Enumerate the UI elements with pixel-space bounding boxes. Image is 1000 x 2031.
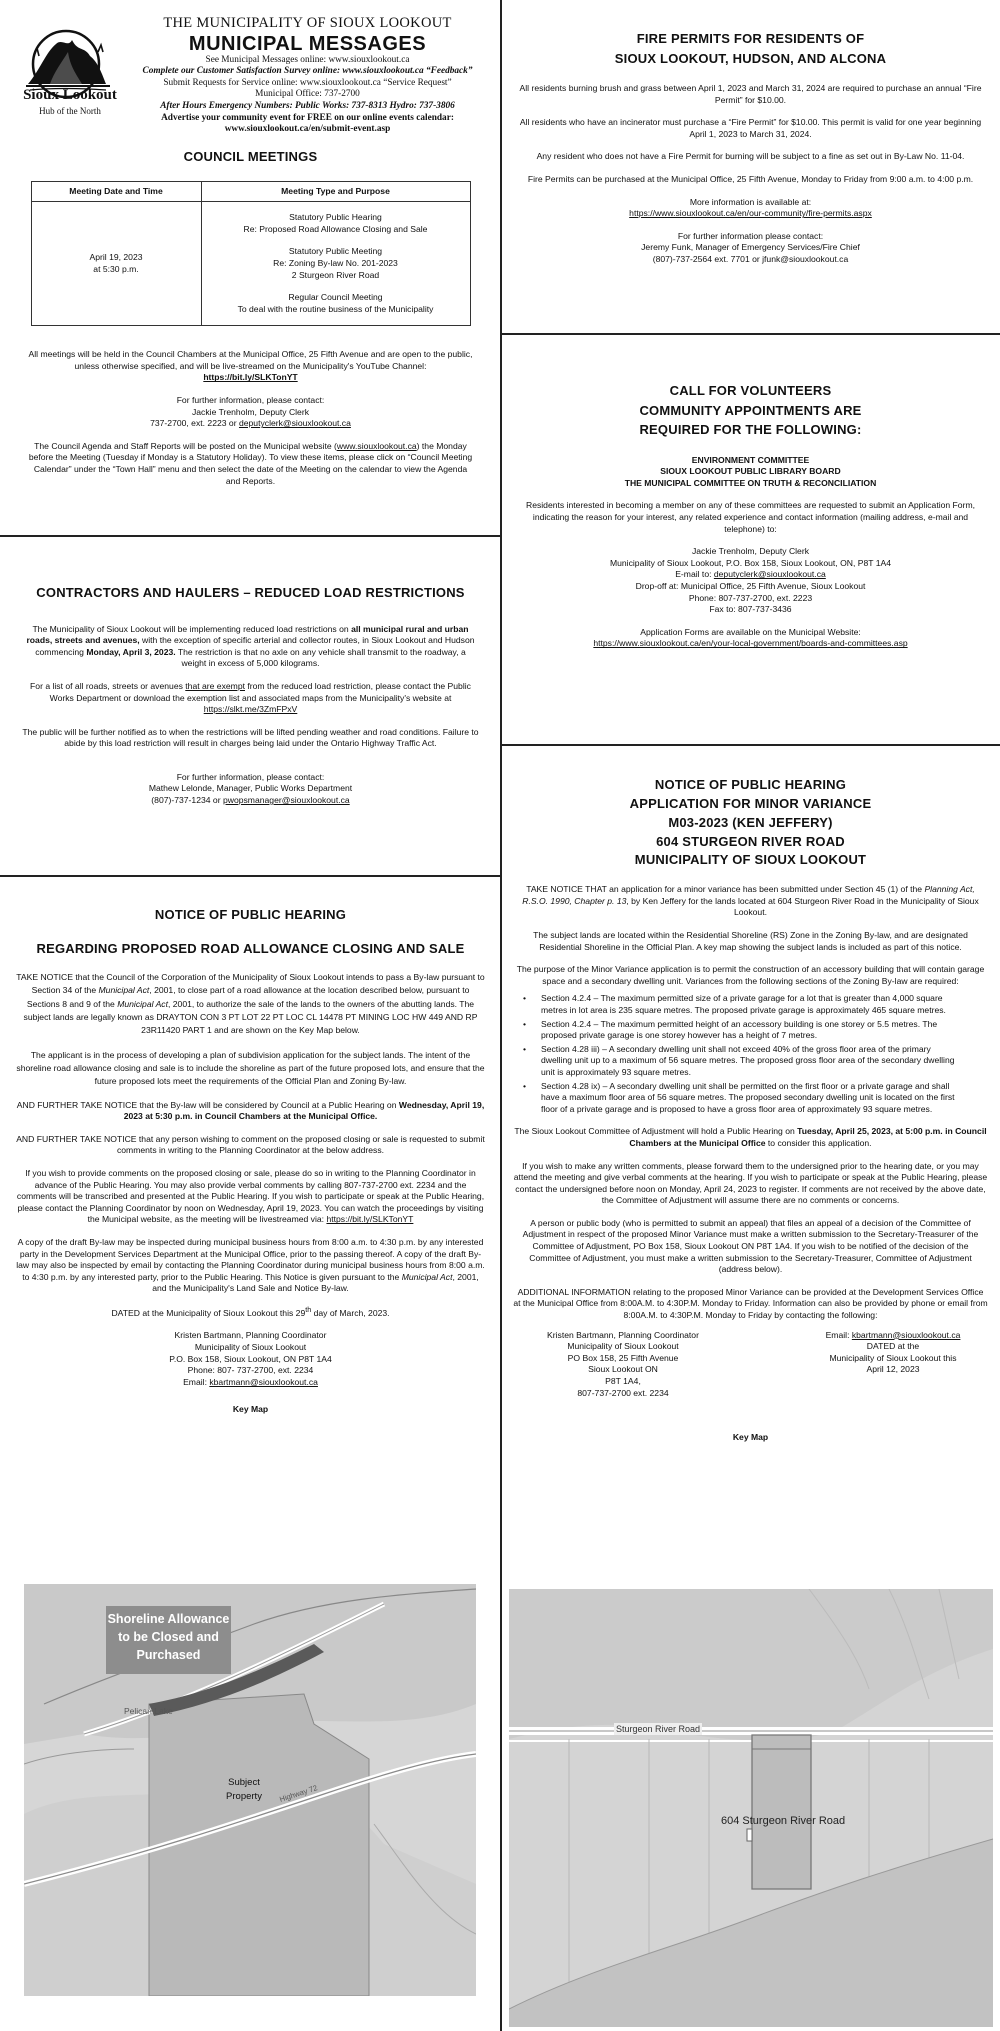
road-p1-b: , 2001, to close part of a road allowance at the location described below, pursuant to Sections 8 and 9 of the	[26, 985, 470, 1009]
list-item: • Section 4.2.4 – The maximum permitted size of a private garage for a lot that is greater than 4,000 square metres in lot area is 235 square metres. The proposed private garage is approximately 465 square metres.	[541, 993, 958, 1016]
road-p1-act-2: Municipal Act	[117, 998, 168, 1009]
road-p2: The applicant is in the process of developing a plan of subdivision application for the subject lands. The intent of the shoreline road allowance closing and sale is to include the shoreline as part of the future proposed lots, and ensure that the future proposed lots meet the requirements of the Official Plan and Zoning By-law.	[16, 1049, 485, 1087]
variance-contact-postal: P8T 1A4,	[605, 1376, 641, 1386]
municipal-website-link[interactable]: www.siouxlookout.ca	[336, 440, 417, 451]
variance-municipality: MUNICIPALITY OF SIOUX LOOKOUT	[634, 852, 867, 868]
variance-p4	[513, 1126, 988, 1149]
variance-p2: The subject lands are located within the Residential Shoreline (RS) Zone in the Zoning By-law, and are designated Residential Shoreline in the Official Plan. A key map showing the subject lands is included as part of this notice.	[533, 930, 968, 952]
committee-environment: ENVIRONMENT COMMITTEE	[691, 454, 810, 465]
volunteers-email-label: E-mail to:	[675, 569, 714, 580]
council-location-body: All meetings will be held in the Council Chambers at the Municipal Office, 25 Fifth Avenue and are open to the public, unless otherwise specified, and will be live-streamed on the Municipality's YouTube Channel:	[28, 349, 473, 371]
volunteers-phone: Phone: 807-737-2700, ext. 2223	[688, 592, 813, 603]
meeting-date-cell	[31, 202, 201, 326]
list-item: • Section 4.2.4 – The maximum permitted height of an accessory building is one storey or 5.5 metres. The proposed private garage is one storey however has a height of 7 metres.	[541, 1019, 958, 1042]
masthead	[0, 0, 501, 133]
road-keymap-title: Key Map	[232, 1404, 269, 1415]
load-p1-e: The restriction is that no axle on any vehicle shall transmit to the roadway, a weight in excess of 5,000 kilograms.	[175, 646, 466, 669]
fire-p3: Any resident who does not have a Fire Permit for burning will be subject to a fine as set out in By-Law No. 11-04.	[536, 151, 965, 162]
variance-contact-left	[523, 1330, 723, 1400]
youtube-link[interactable]: https://bit.ly/SLKTonYT	[203, 372, 298, 383]
masthead-events-link[interactable]: www.siouxlookout.ca/en/submit-event.asp	[224, 124, 391, 135]
fire-permits-section	[501, 30, 1000, 266]
right-column	[501, 0, 1000, 2031]
map-property-label: 604 Sturgeon River Road	[721, 1815, 846, 1827]
road-p6-b: , 2001, and the Municipality's Land Sale and Notice By-law.	[152, 1271, 479, 1294]
meetings-table	[31, 181, 471, 327]
volunteers-dropoff: Drop-off at: Municipal Office, 25 Fifth Avenue, Sioux Lookout	[635, 580, 866, 591]
road-p1-act: Municipal Act	[98, 985, 150, 996]
map-road-label: Sturgeon River Road	[616, 1724, 701, 1734]
variance-contacts	[513, 1330, 988, 1428]
variance-contact-name: Kristen Bartmann, Planning Coordinator	[547, 1329, 699, 1340]
variance-key-map	[509, 1589, 993, 2027]
variance-contact-city: Sioux Lookout ON	[588, 1364, 658, 1375]
variance-dated-date: April 12, 2023	[866, 1364, 920, 1375]
fire-permits-link[interactable]: https://www.siouxlookout.ca/en/our-community/fire-permits.aspx	[629, 208, 872, 219]
masthead-title: MUNICIPAL MESSAGES	[188, 32, 427, 55]
road-p3-b: Wednesday, April 19, 2023 at 5:30 p.m. in Council Chambers at the Municipal Office.	[123, 1099, 485, 1122]
load-contact-intro: For further information, please contact:	[176, 771, 325, 782]
volunteers-p1: Residents interested in becoming a member on any of these committees are requested to submit an Application Form, indicating the reason for your interest, any related experience and contact information (mailing address, e-mail and telephone) to:	[525, 500, 975, 534]
variance-p4-b: Tuesday, April 25, 2023, at 5:00 p.m. in Council Chambers at the Municipal Office	[629, 1126, 987, 1148]
council-meetings-section	[0, 148, 501, 487]
council-contact-intro: For further information, please contact:	[176, 395, 325, 406]
map-lake-label: Pelican Lake	[124, 1706, 173, 1716]
volunteers-address: Municipality of Sioux Lookout, P.O. Box 158, Sioux Lookout, ON, P8T 1A4	[609, 557, 892, 568]
meeting-1-type: Statutory Public Hearing	[289, 212, 382, 223]
variance-p7: ADDITIONAL INFORMATION relating to the proposed Minor Variance can be provided at the Development Services Office at the Municipal Office from 8:00A.M. to 4:30P.M. Monday to Friday. Information can also be provided by phone or email from 8:00A.M. to 4:30P.M. Monday to Friday by contacting the following:	[513, 1286, 988, 1321]
road-dated-a: DATED at the Municipality of Sioux Lookout this 29	[111, 1307, 306, 1318]
volunteers-forms: Application Forms are available on the Municipal Website:	[640, 626, 861, 637]
variance-p1-b: , by Ken Jeffery for the lands located at 604 Sturgeon River Road in the Municipality of Sioux Lookout.	[626, 895, 979, 918]
committee-truth-reconciliation: THE MUNICIPAL COMMITTEE ON TRUTH & RECONCILIATION	[624, 477, 877, 488]
planning-email-link[interactable]: kbartmann@siouxlookout.ca	[209, 1376, 318, 1387]
fire-contact-phone: (807)-737-2564 ext. 7701 or jfunk@siouxlookout.ca	[652, 254, 849, 265]
variance-p4-c: to consider this application.	[765, 1137, 872, 1148]
road-notice-subtitle: REGARDING PROPOSED ROAD ALLOWANCE CLOSING AND SALE	[36, 940, 465, 956]
fire-p4: Fire Permits can be purchased at the Municipal Office, 25 Fifth Avenue, Monday to Friday from 9:00 a.m. to 4:00 p.m.	[527, 174, 974, 185]
council-location-text	[22, 349, 479, 384]
deputy-clerk-email-link[interactable]: deputyclerk@siouxlookout.ca	[238, 418, 351, 429]
load-p2-b: that are exempt	[185, 680, 245, 691]
agenda-text-end: ) the Monday before the Meeting (Tuesday if Monday is a Statutory Holiday). To view these items, please click on “Council Meeting Calendar” under the “Town Hall” menu and then select the date of the Meeting on the calendar to view the Agenda and Reports.	[28, 440, 473, 486]
load-p2-a: For a list of all roads, streets or avenues	[30, 680, 186, 691]
table-header-type: Meeting Type and Purpose	[201, 181, 470, 202]
variance-title-2: APPLICATION FOR MINOR VARIANCE	[629, 795, 872, 811]
variance-contact-phone: 807-737-2700 ext. 2234	[577, 1387, 669, 1398]
variance-contact-municipality: Municipality of Sioux Lookout	[567, 1341, 679, 1352]
masthead-website: See Municipal Messages online: www.siouxlookout.ca	[205, 54, 410, 65]
map-subject-property: Subject Property	[226, 1777, 262, 1803]
divider	[501, 333, 1000, 335]
load-restrictions-section	[0, 584, 501, 807]
meeting-date: April 19, 2023	[89, 252, 143, 263]
livestream-link[interactable]: https://bit.ly/SLKTonYT	[326, 1214, 414, 1225]
volunteers-email-link[interactable]: deputyclerk@siouxlookout.ca	[713, 569, 826, 580]
council-meetings-title: COUNCIL MEETINGS	[183, 149, 318, 164]
load-p1-c: with the exception of specific arterial and collector routes, in Sioux Lookout and Hudson commencing	[35, 635, 475, 657]
road-p6	[16, 1237, 485, 1295]
road-p3-a: AND FURTHER TAKE NOTICE that the By-law will be considered by Council at a Public Hearing on	[16, 1099, 399, 1110]
variance-dated: DATED at the	[866, 1341, 920, 1352]
boards-committees-link[interactable]: https://www.siouxlookout.ca/en/your-local-government/boards-and-committees.asp	[593, 638, 908, 649]
load-p3: The public will be further notified as to when the restrictions will be lifted pending weather and road conditions. Failure to abide by this load restriction will result in charges being laid under the Ontario Highway Traffic Act.	[22, 726, 479, 749]
load-p1-d: Monday, April 3, 2023.	[86, 646, 176, 657]
volunteers-fax: Fax to: 807-737-3436	[709, 604, 792, 615]
meeting-3-purpose: To deal with the routine business of the Municipality	[237, 303, 434, 314]
variance-email-line	[803, 1330, 983, 1342]
fire-contact-name: Jeremy Funk, Manager of Emergency Services/Fire Chief	[641, 242, 860, 253]
council-agenda-text	[22, 441, 479, 487]
variance-email-label: Email:	[825, 1329, 852, 1340]
variance-p1-a: TAKE NOTICE THAT an application for a minor variance has been submitted under Section 45 (1) of the	[526, 884, 925, 895]
variance-p4-a: The Sioux Lookout Committee of Adjustment will hold a Public Hearing on	[514, 1126, 798, 1137]
road-dated-sup: th	[305, 1305, 312, 1314]
masthead-service: Submit Requests for Service online: www.siouxlookout.ca “Service Request”	[163, 77, 452, 88]
variance-contact-address: PO Box 158, 25 Fifth Avenue	[567, 1352, 679, 1363]
municipal-logo	[10, 22, 130, 122]
variance-p1	[513, 884, 988, 919]
road-sig-name: Kristen Bartmann, Planning Coordinator	[174, 1330, 327, 1341]
list-item: • Section 4.28 ix) – A secondary dwelling unit shall be permitted on the first floor or a private garage and shall have a maximum floor area of 56 square metres. The proposed secondary dwelling unit is located on the first floor of a private garage and is proposed to have a gross floor area of approximately 93 square metres.	[541, 1081, 958, 1116]
road-sig-phone: Phone: 807- 737-2700, ext. 2234	[187, 1365, 314, 1376]
meeting-2-purpose: Re: Zoning By-law No. 201-2023	[273, 257, 398, 268]
volunteers-title: CALL FOR VOLUNTEERS	[669, 383, 832, 398]
agenda-text-start: The Council Agenda and Staff Reports will be posted on the Municipal website (	[34, 440, 337, 451]
variance-contact-right	[803, 1330, 983, 1376]
fire-contact-intro: For further information please contact:	[677, 230, 824, 241]
road-dated	[16, 1306, 485, 1319]
volunteers-section	[501, 382, 1000, 650]
committee-library: SIOUX LOOKOUT PUBLIC LIBRARY BOARD	[660, 466, 841, 477]
road-allowance-section	[0, 906, 501, 1416]
road-p5-a: If you wish to provide comments on the proposed closing or sale, please do so in writing to the Planning Coordinator in advance of the Public Hearing. You may also provide verbal comments by calling 807-737-2700 ext. 2234 and the comments will be transcribed and presented at the Public Hearing. If you wish to participate or speak at the Public Hearing, please contact the Planning Coordinator by noon on Wednesday, April 19, 2023. You can watch the proceedings by visiting the Municipal website, as the meeting will be livestreamed via:	[16, 1167, 485, 1225]
load-p1-b: all municipal rural and urban roads, streets and avenues,	[26, 623, 469, 646]
road-p6-act: Municipal Act	[401, 1271, 453, 1282]
variance-p6: A person or public body (who is permitted to submit an appeal) that files an appeal of a decision of the Committee of Adjustment in respect of the proposed Minor Variance must make a written submission to the Secretary-Treasurer of the Committee of Adjustment, PO Box 158, Sioux Lookout ON P8T 1A4. If you wish to be notified of the decision of the Committee of Adjustment, you must make a written submission to the Secretary-Treasurer, Committee of Adjustment (address below).	[522, 1217, 979, 1275]
fire-p1: All residents burning brush and grass between April 1, 2023 and March 31, 2024 are required to purchase an annual “Fire Permit” for $10.00.	[519, 83, 982, 105]
load-p1-a: The Municipality of Sioux Lookout will be implementing reduced load restrictions on	[32, 623, 352, 634]
council-contact-name: Jackie Trenholm, Deputy Clerk	[191, 406, 309, 417]
road-p5	[16, 1168, 485, 1226]
load-restrictions-title: CONTRACTORS AND HAULERS – REDUCED LOAD RESTRICTIONS	[36, 585, 465, 600]
map-highway-label: Highway 72	[278, 1783, 319, 1804]
masthead-text	[135, 14, 480, 136]
road-p1-c: , 2001, to authorize the sale of the lands to the owners of the abutting lands. The subject lands are legally known as DRAYTON CON 3 PT LOT 22 PT LOC CL 14478 PT MINING LOC HW 449 AND RP 23R11420 PART 1 and are shown on the Key Map below.	[23, 998, 478, 1036]
variance-email-link[interactable]: kbartmann@siouxlookout.ca	[851, 1329, 961, 1340]
meeting-2-type: Statutory Public Meeting	[288, 246, 383, 257]
table-row	[31, 202, 470, 326]
meeting-purpose-cell	[201, 202, 470, 326]
list-item: • Section 4.28 iii) – A secondary dwelling unit shall not exceed 40% of the gross floor area of the primary dwelling unit up to a maximum of 56 square metres. The proposed gross floor area of the secondary dwelling unit is approximately 93 square metres.	[541, 1044, 958, 1079]
road-sig-address: P.O. Box 158, Sioux Lookout, ON P8T 1A4	[169, 1353, 332, 1364]
road-p3	[16, 1100, 485, 1123]
volunteers-contact-name: Jackie Trenholm, Deputy Clerk	[691, 546, 809, 557]
variance-file-number: M03-2023 (KEN JEFFERY)	[668, 814, 833, 830]
variance-p1-act: Planning Act, R.S.O. 1990, Chapter p. 13	[522, 884, 975, 906]
fire-p2: All residents who have an incinerator must purchase a “Fire Permit” for $10.00. This permit is valid for one year beginning April 1, 2023 to March 31, 2024.	[519, 117, 982, 139]
map-shoreline-callout: Shoreline Allowance to be Closed and Purchased	[107, 1612, 230, 1663]
masthead-office-phone: Municipal Office: 737-2700	[255, 89, 360, 100]
divider	[0, 535, 500, 537]
load-contact-line	[22, 795, 479, 807]
divider	[501, 744, 1000, 746]
masthead-emergency: After Hours Emergency Numbers: Public Works: 737-8313 Hydro: 737-3806	[160, 101, 455, 111]
meeting-time: at 5:30 p.m.	[93, 263, 139, 274]
fire-permits-subtitle: SIOUX LOOKOUT, HUDSON, AND ALCONA	[614, 50, 887, 66]
council-contact-phone: 737-2700, ext. 2223 or	[150, 418, 237, 429]
road-sig-email-label: Email:	[183, 1376, 210, 1387]
table-header-row	[31, 181, 470, 202]
variance-p3: The purpose of the Minor Variance application is to permit the construction of an accessory building that will contain garage space and a secondary dwelling unit. Variances from the following sections of the Zoning By-law are required:	[516, 964, 985, 986]
variance-title: NOTICE OF PUBLIC HEARING	[654, 777, 847, 792]
load-p2-c: from the reduced load restriction, please contact the Public Works Department or download the exemption list and associated maps from the Municipality's website at	[49, 680, 471, 703]
road-key-map	[24, 1584, 476, 1996]
load-contact-name: Mathew Lelonde, Manager, Public Works Department	[148, 783, 353, 794]
volunteers-email-line	[515, 569, 986, 581]
volunteers-title-2: COMMUNITY APPOINTMENTS ARE	[639, 402, 862, 418]
road-notice-title: NOTICE OF PUBLIC HEARING	[154, 907, 347, 922]
fire-p5: More information is available at:	[689, 196, 812, 207]
load-contact-phone: (807)-737-1234 or	[151, 795, 221, 806]
masthead-survey: Complete our Customer Satisfaction Survey online: www.siouxlookout.ca “Feedback”	[142, 66, 473, 77]
road-p1	[16, 971, 485, 1038]
table-header-date: Meeting Date and Time	[31, 181, 201, 202]
fire-permits-title: FIRE PERMITS FOR RESIDENTS OF	[636, 31, 865, 46]
variance-dated-municipality: Municipality of Sioux Lookout this	[829, 1352, 957, 1363]
road-p6-a: A copy of the draft By-law may be inspected during municipal business hours from 8:00 a.m. to 4:30 p.m. by any interested party in the Development Services Department at the Municipal Office, prior to the passing thereof. A copy of the draft By-law may also be inspected by email by contacting the Planning Coordinator during municipal business hours from 8:00 a.m. to 4:30 p.m. by any interested party, prior to the Public Hearing. This Notice is given pursuant to the	[16, 1236, 485, 1282]
council-contact-line	[22, 418, 479, 430]
variance-keymap-title: Key Map	[732, 1431, 769, 1442]
road-p1-a: TAKE NOTICE that the Council of the Corporation of the Municipality of Sioux Lookout intends to pass a By-law pursuant to Section 34 of the	[16, 972, 485, 996]
divider	[0, 875, 500, 877]
load-p1	[22, 624, 479, 670]
variance-p5: If you wish to make any written comments, please forward them to the undersigned prior to the hearing date, or you may attend the meeting and give verbal comments at the hearing. If you wish to participate or speak at the Public Hearing, please contact the undersigned before noon on Monday, April 24, 2023 to register. If comments are not received by the above date, the Committee of Adjustment will assume there are no comments or concerns.	[513, 1160, 988, 1206]
road-p4: AND FURTHER TAKE NOTICE that any person wishing to comment on the proposed closing or sale is requested to submit comments in writing to the Planning Coordinator at the below address.	[16, 1133, 485, 1156]
masthead-municipality: THE MUNICIPALITY OF SIOUX LOOKOUT	[163, 15, 452, 31]
variance-address: 604 STURGEON RIVER ROAD	[656, 833, 845, 849]
masthead-advertise: Advertise your community event for FREE on our online events calendar:	[161, 112, 454, 123]
volunteers-title-3: REQUIRED FOR THE FOLLOWING:	[639, 422, 862, 438]
road-sig-municipality: Municipality of Sioux Lookout	[194, 1341, 307, 1352]
road-dated-b: day of March, 2023.	[311, 1307, 390, 1318]
road-sig-email-line	[16, 1377, 485, 1389]
logo-name: Sioux Lookout	[23, 87, 117, 103]
exemption-list-link[interactable]: https://slkt.me/3ZmFPxV	[203, 704, 298, 715]
logo-tagline: Hub of the North	[39, 106, 101, 116]
load-p2	[22, 681, 479, 716]
meeting-2-address: 2 Sturgeon River Road	[291, 269, 380, 280]
public-works-email-link[interactable]: pwopsmanager@siouxlookout.ca	[222, 795, 350, 806]
variance-list	[513, 993, 988, 1115]
meeting-3-type: Regular Council Meeting	[288, 292, 383, 303]
minor-variance-section	[501, 776, 1000, 1443]
meeting-1-purpose: Re: Proposed Road Allowance Closing and Sale	[243, 223, 428, 234]
